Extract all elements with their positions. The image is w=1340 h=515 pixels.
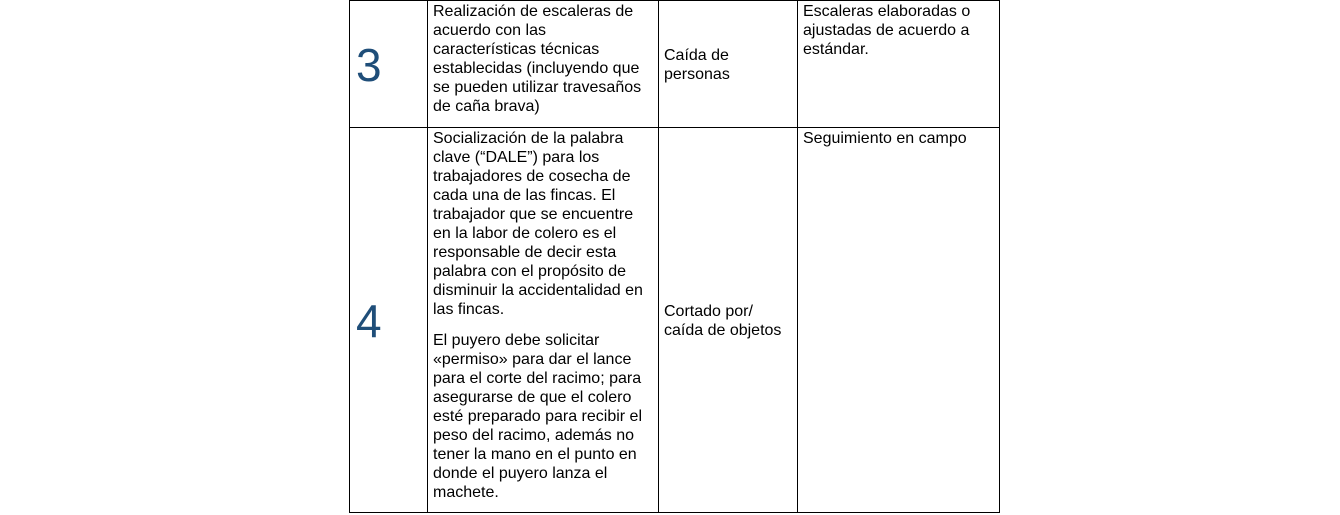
risk-cell [659, 1, 798, 128]
activity-text: Socialización de la palabra clave (“DALE”) para los trabajadores de cosecha de cada una de las fincas. El trabajador que se encuentre en la labor de colero es el responsable de decir esta palabra con el propósito de disminuir la accidentalidad en las fincas. [433, 130, 643, 318]
table-row [350, 128, 1000, 513]
activity-cell [428, 1, 659, 128]
activity-cell [428, 128, 659, 513]
activity-text: El puyero debe solicitar «permiso» para dar el lance para el corte del racimo; para asegurarse de que el colero esté preparado para recibir el peso del racimo, además no tener la mano en el punto en donde el puyero lanza el machete. [433, 332, 643, 501]
row-number: 4 [356, 294, 382, 347]
control-text: Seguimiento en campo [803, 130, 967, 147]
control-cell [798, 128, 1000, 513]
row-number-cell [350, 128, 428, 513]
activity-text: Realización de escaleras de acuerdo con las características técnicas establecidas (incluyendo que se pueden utilizar travesaños de caña brava) [433, 3, 642, 115]
risk-text: Caída de personas [664, 46, 730, 83]
control-text: Escaleras elaboradas o ajustadas de acuerdo a estándar. [803, 3, 971, 58]
risk-cell [659, 128, 798, 513]
control-cell [798, 1, 1000, 128]
row-number: 3 [356, 38, 382, 91]
table-row [350, 1, 1000, 128]
risk-control-table [349, 0, 1000, 513]
risk-text: Cortado por/ caída de objetos [664, 302, 782, 339]
row-number-cell [350, 1, 428, 128]
